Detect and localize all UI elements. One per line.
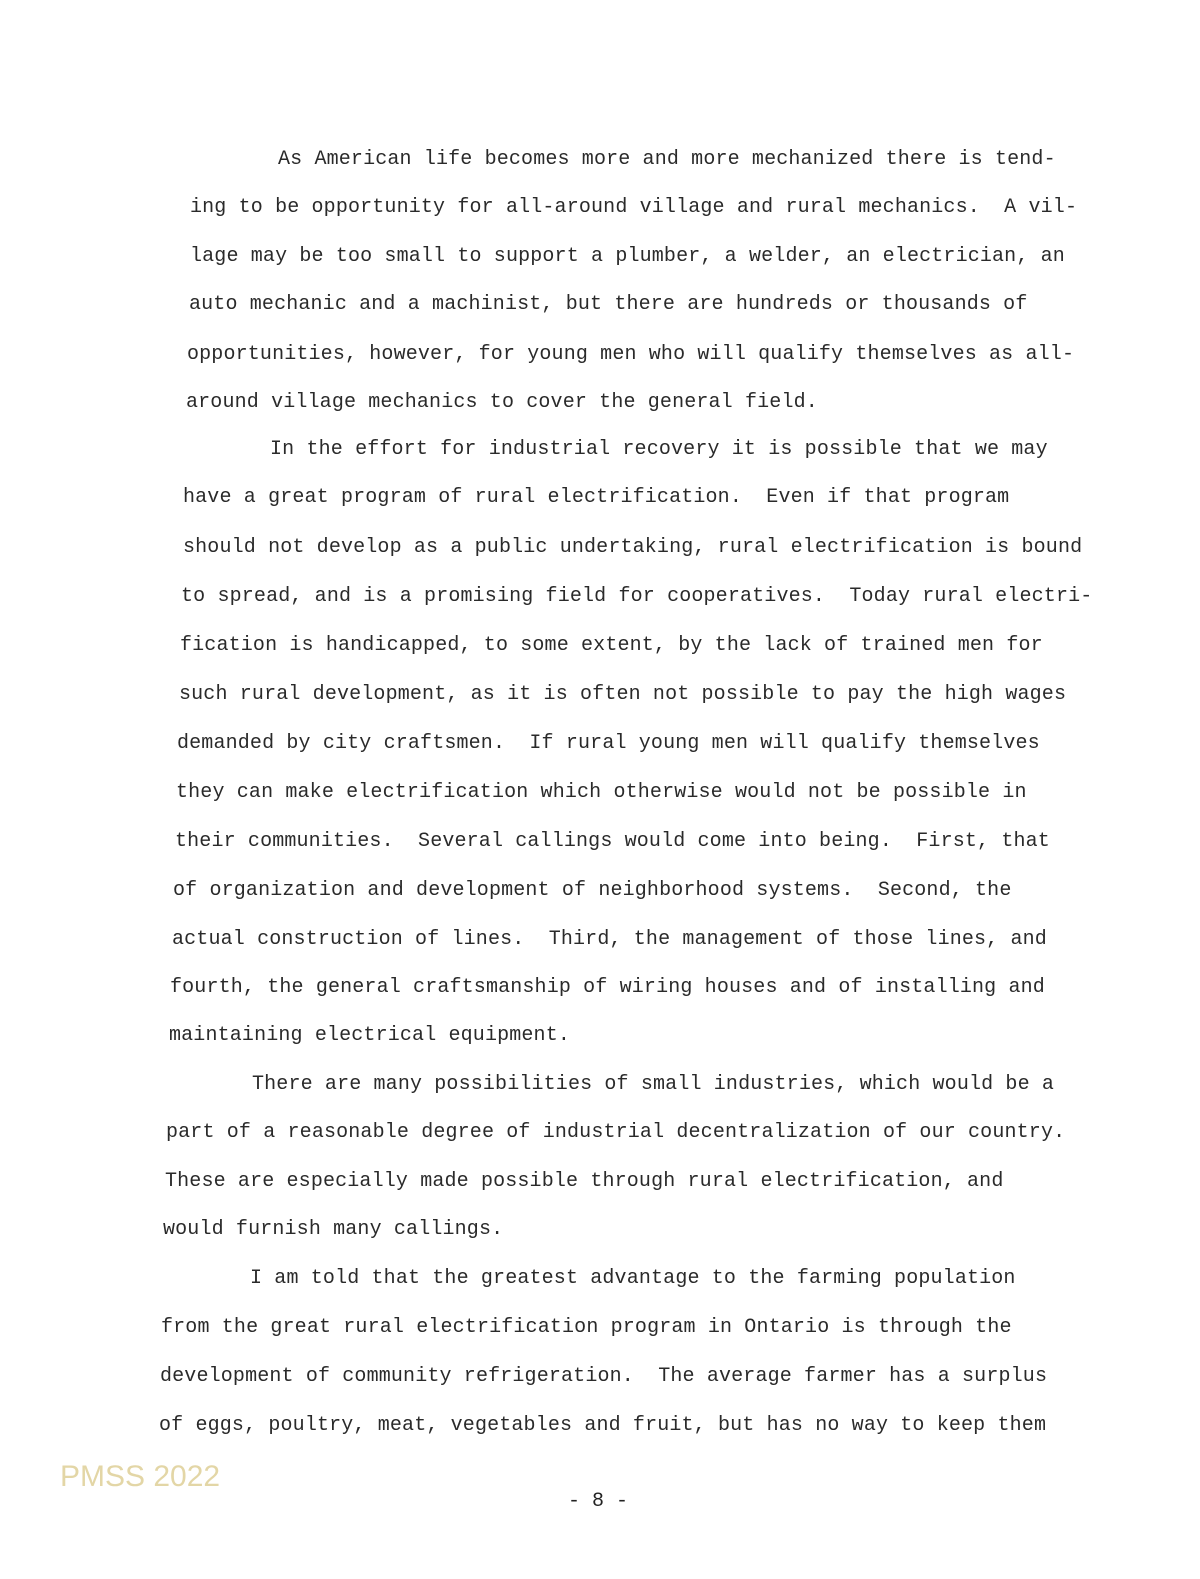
text-line: demanded by city craftsmen. If rural young men will qualify themselves [177, 732, 1040, 755]
text-line: development of community refrigeration. The average farmer has a surplus [160, 1365, 1048, 1388]
text-line: to spread, and is a promising field for cooperatives. Today rural electri- [181, 585, 1093, 608]
watermark: PMSS 2022 [60, 1460, 221, 1493]
text-line: their communities. Several callings would come into being. First, that [175, 830, 1050, 853]
text-line: actual construction of lines. Third, the management of those lines, and [172, 928, 1047, 951]
text-line: ing to be opportunity for all-around village and rural mechanics. A vil- [190, 196, 1078, 219]
text-line: fication is handicapped, to some extent, by the lack of trained men for [180, 634, 1043, 657]
text-line: lage may be too small to support a plumber, a welder, an electrician, an [190, 245, 1065, 268]
text-line: I am told that the greatest advantage to the farming population [250, 1267, 1016, 1290]
text-line: around village mechanics to cover the general field. [186, 391, 818, 414]
text-line: There are many possibilities of small industries, which would be a [252, 1073, 1055, 1096]
text-line: opportunities, however, for young men who will qualify themselves as all- [187, 343, 1075, 366]
text-line: In the effort for industrial recovery it is possible that we may [270, 438, 1048, 461]
text-line: they can make electrification which otherwise would not be possible in [176, 781, 1027, 804]
text-line: such rural development, as it is often not possible to pay the high wages [179, 683, 1067, 706]
text-line: auto mechanic and a machinist, but there are hundreds or thousands of [189, 293, 1028, 316]
text-line: of eggs, poultry, meat, vegetables and fruit, but has no way to keep them [159, 1414, 1047, 1437]
text-line: have a great program of rural electrification. Even if that program [183, 486, 1010, 509]
text-line: should not develop as a public undertaking, rural electrification is bound [183, 536, 1083, 559]
text-line: As American life becomes more and more mechanized there is tend- [278, 148, 1056, 171]
text-line: These are especially made possible through rural electrification, and [165, 1170, 1004, 1193]
text-line: from the great rural electrification program in Ontario is through the [161, 1316, 1012, 1339]
text-line: part of a reasonable degree of industrial decentralization of our country. [166, 1121, 1066, 1144]
text-line: maintaining electrical equipment. [169, 1024, 571, 1047]
text-line: would furnish many callings. [163, 1218, 504, 1241]
page-number: - 8 - [568, 1490, 629, 1513]
text-line: fourth, the general craftsmanship of wiring houses and of installing and [170, 976, 1045, 999]
text-line: of organization and development of neighborhood systems. Second, the [173, 879, 1012, 902]
